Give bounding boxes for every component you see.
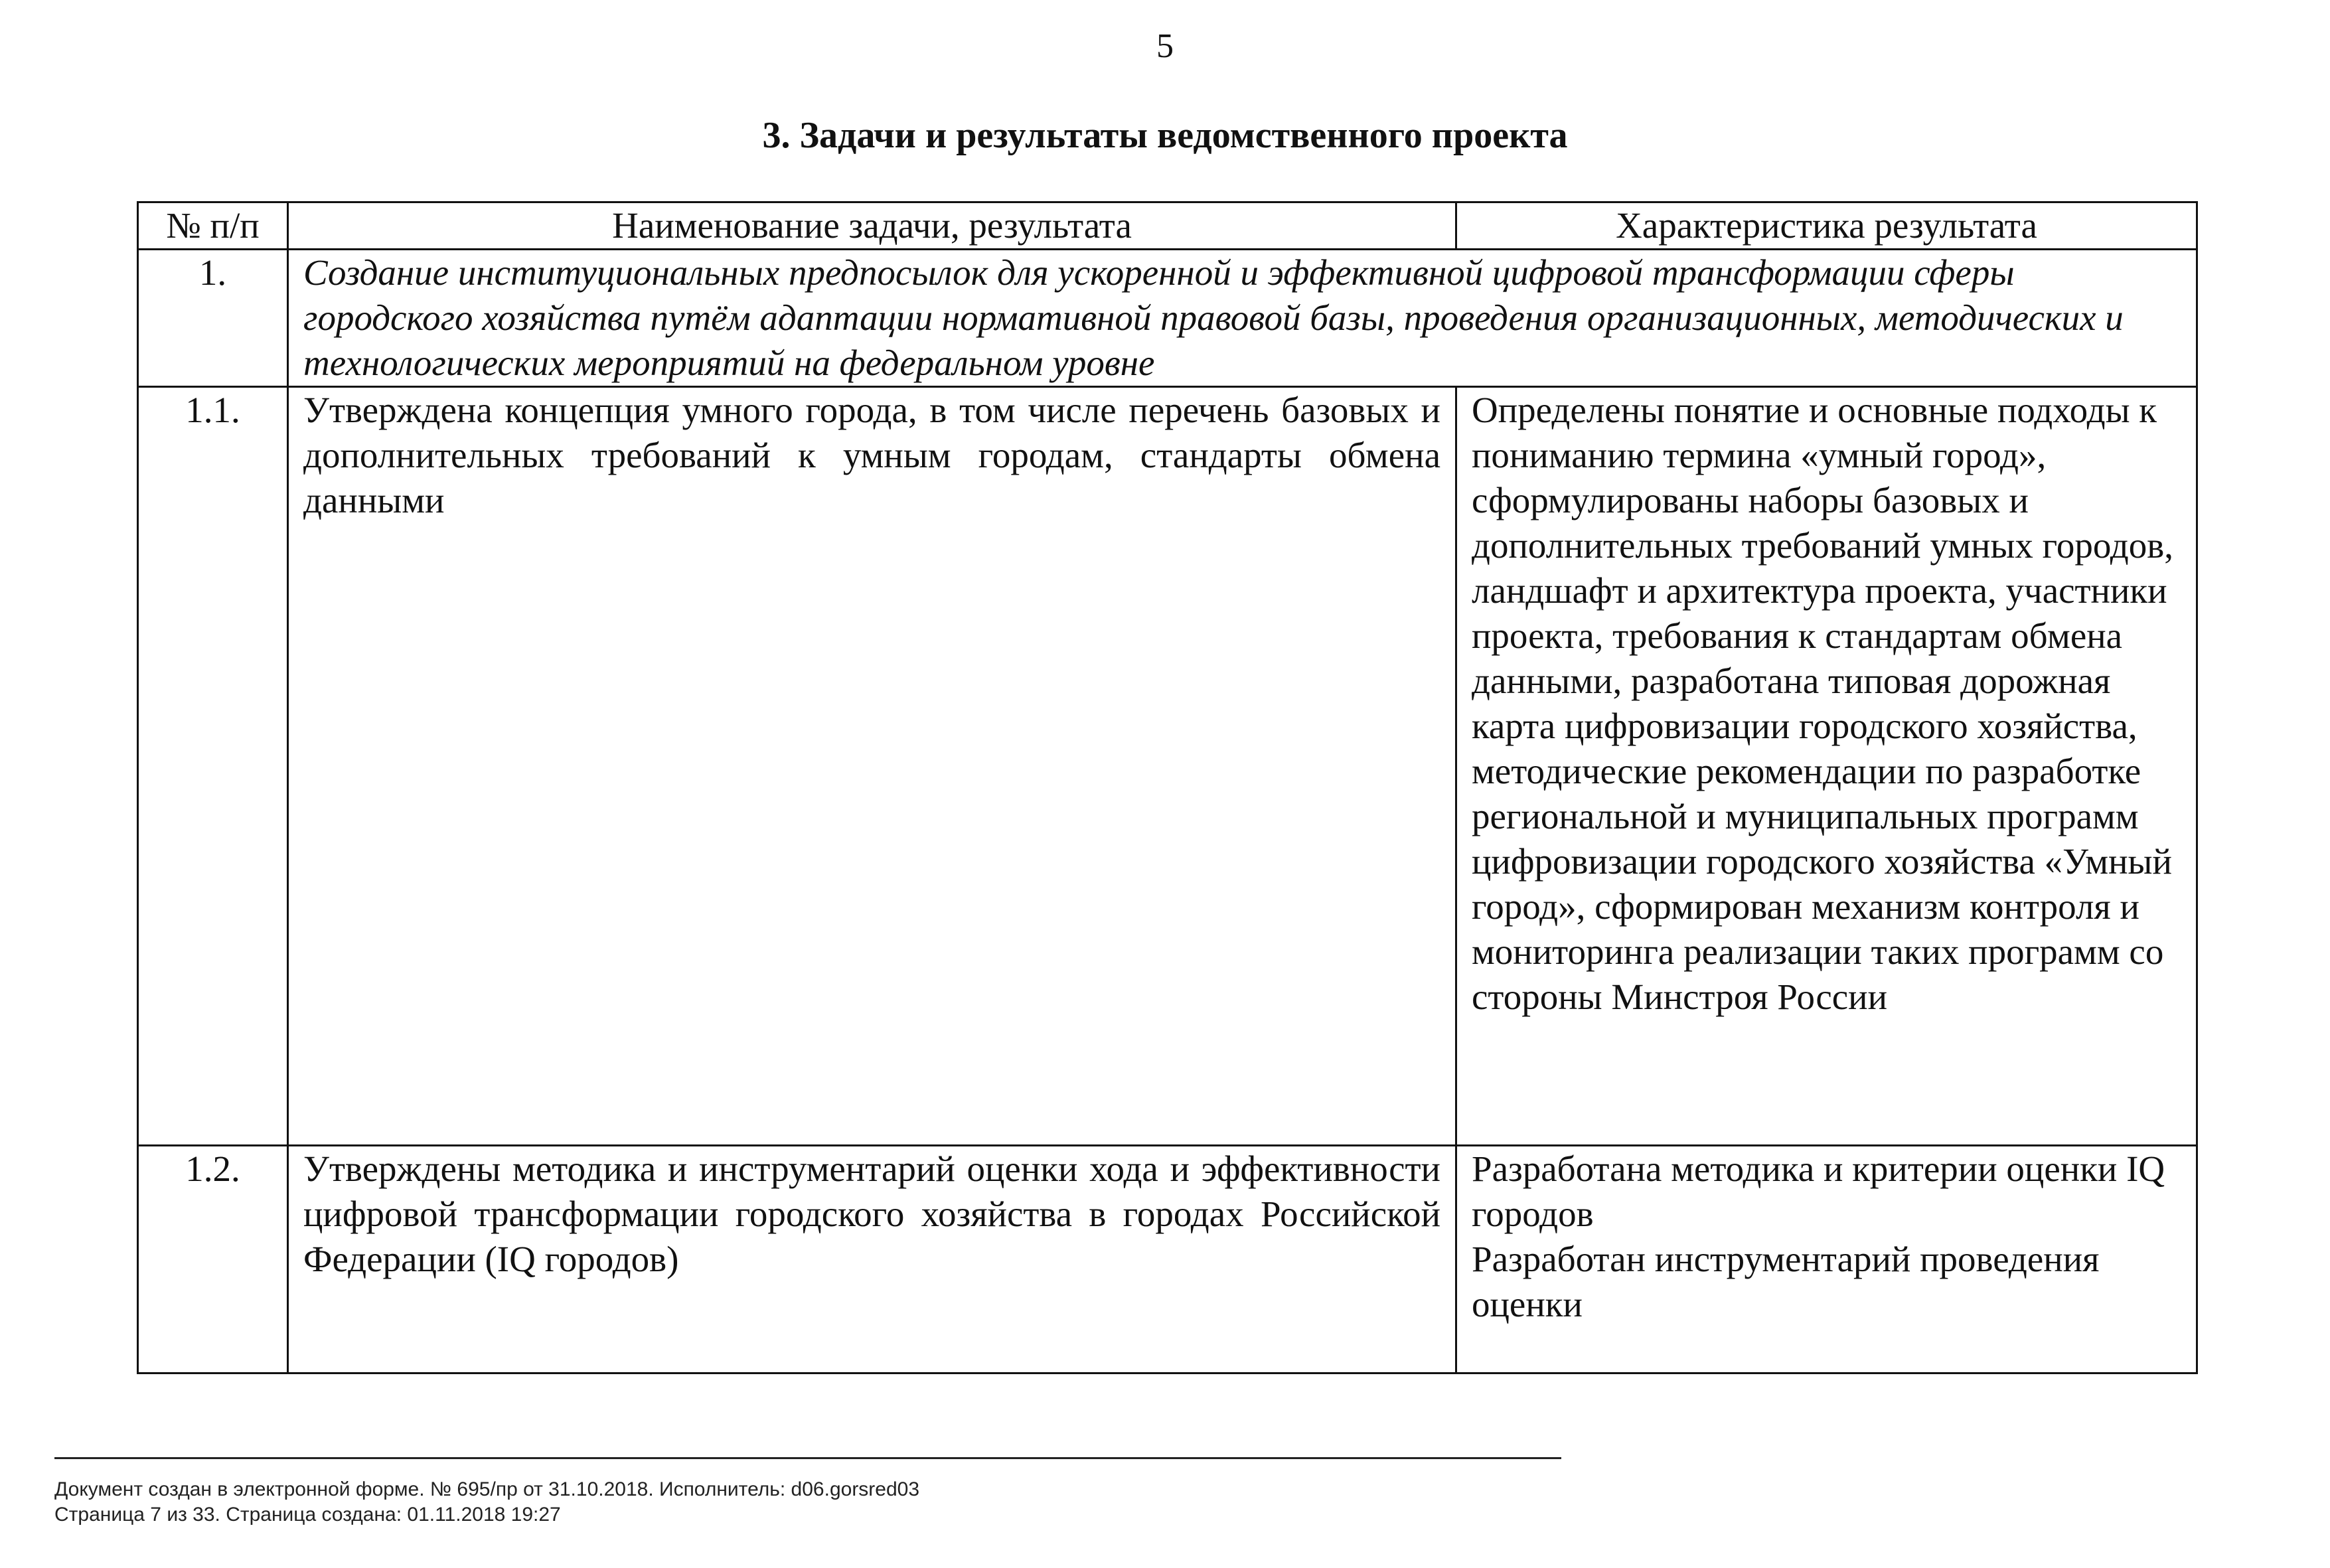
table-row (138, 1146, 2197, 1373)
footer-page-info: Страница 7 из 33. Страница создана: 01.11.2018 19:27 (54, 1504, 561, 1526)
characteristic-line: Разработан инструментарий проведения оценки (1472, 1239, 2100, 1324)
page-number: 5 (1156, 27, 1174, 65)
table-row (138, 387, 2197, 1146)
task-row (138, 250, 2197, 387)
result-name: Утверждена концепция умного города, в том числе перечень базовых и дополнительных требований к умным городам, стандарты обмена данными (288, 387, 1456, 1146)
header-num: № п/п (138, 202, 288, 250)
section-title: 3. Задачи и результаты ведомственного проекта (762, 115, 1568, 156)
task-num: 1. (138, 250, 288, 387)
characteristic-line: Разработана методика и критерии оценки IQ городов (1472, 1148, 2165, 1234)
result-name: Утверждены методика и инструментарий оценки хода и эффективности цифровой трансформации городского хозяйства в городах Российской Федерации (IQ городов) (288, 1146, 1456, 1373)
header-characteristic: Характеристика результата (1456, 202, 2197, 250)
results-table (137, 201, 2198, 1374)
table-header-row (138, 202, 2197, 250)
task-text: Создание институциональных предпосылок для ускоренной и эффективной цифровой трансформации сферы городского хозяйства путём адаптации нормативной правовой базы, проведения организационных, методических и технологических мероприятий на федеральном уровне (288, 250, 2197, 387)
result-characteristic: Определены понятие и основные подходы к пониманию термина «умный город», сформулированы наборы базовых и дополнительных требований умных городов, ландшафт и архитектура проекта, участники проекта, требования к стандартам обмена данными, разработана типовая дорожная карта цифровизации городского хозяйства, методические рекомендации по разработке региональной и муниципальных программ цифровизации городского хозяйства «Умный город», сформирован механизм контроля и мониторинга реализации таких программ со стороны Минстроя России (1456, 387, 2197, 1146)
row-num: 1.1. (138, 387, 288, 1146)
footer (54, 1477, 919, 1528)
footer-document-info: Документ создан в электронной форме. № 695/пр от 31.10.2018. Исполнитель: d06.gorsred03 (54, 1478, 920, 1500)
footer-divider (54, 1457, 1561, 1459)
header-name: Наименование задачи, результата (288, 202, 1456, 250)
result-characteristic (1456, 1146, 2197, 1373)
row-num: 1.2. (138, 1146, 288, 1373)
